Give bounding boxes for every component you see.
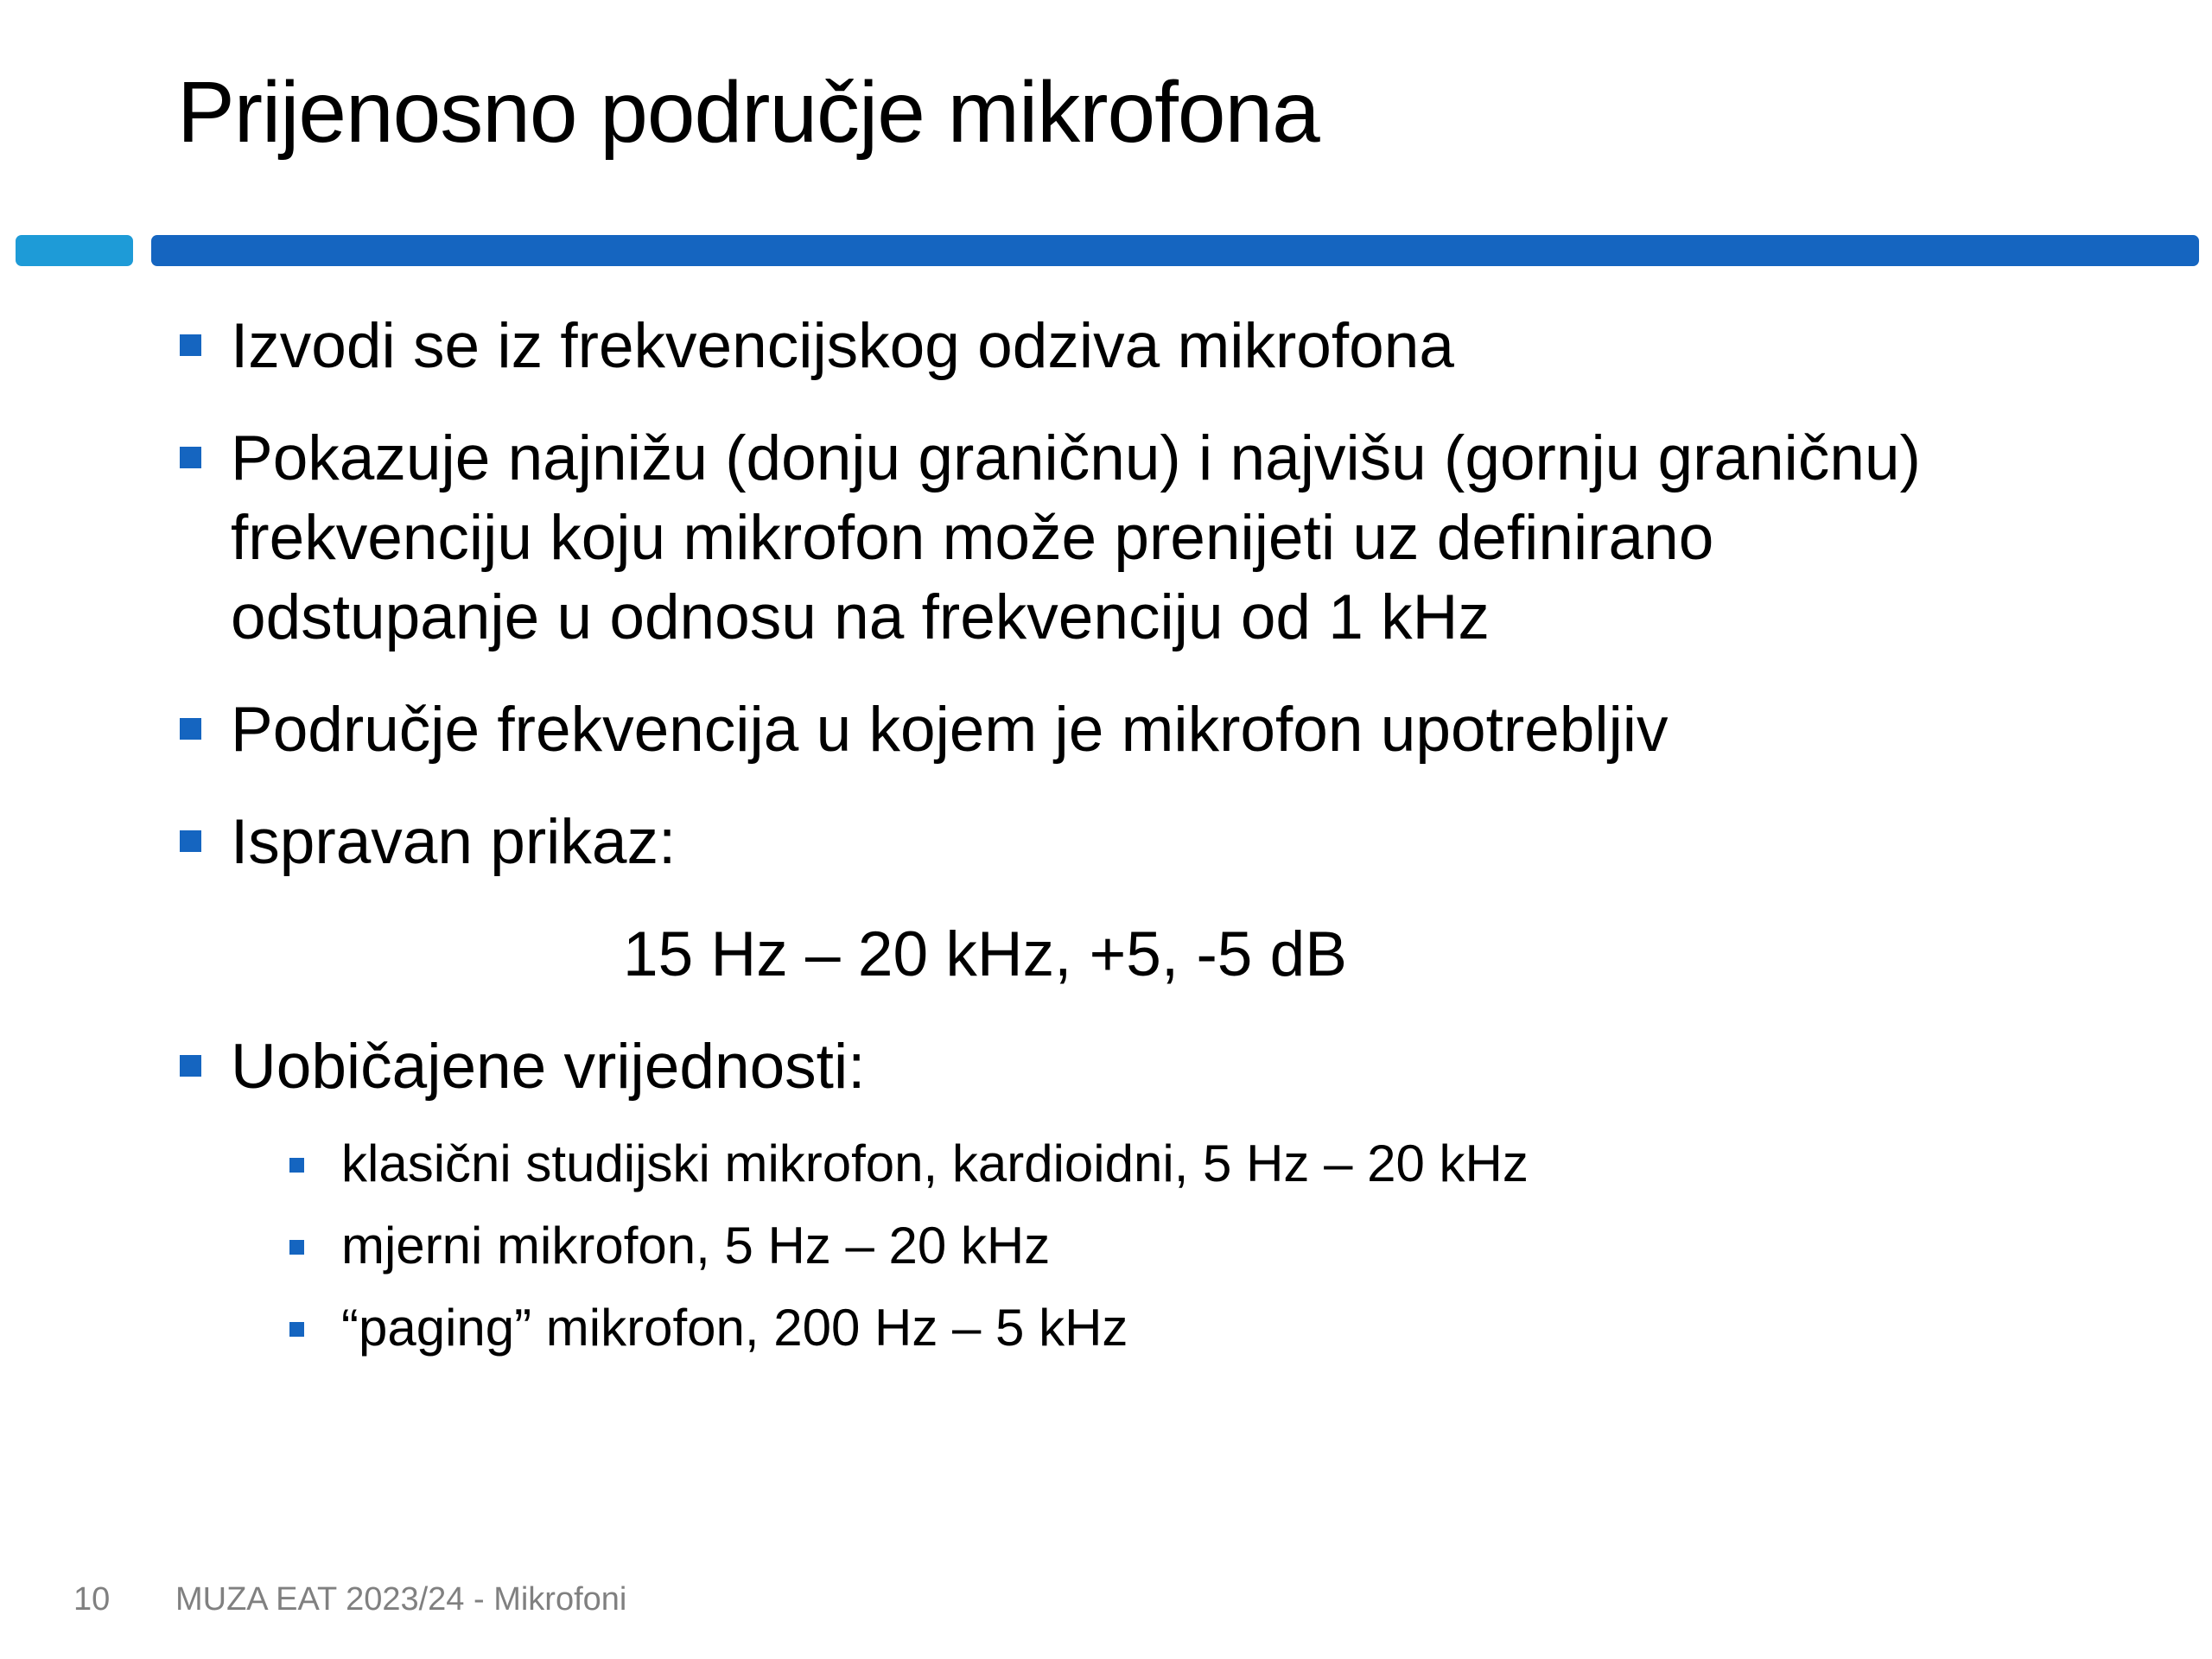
bullet-text: Izvodi se iz frekvencijskog odziva mikrofona [231,311,1454,381]
bullet-item [177,803,2164,882]
bullet-text: Ispravan prikaz: [231,807,677,877]
sub-bullet-item [177,1211,2164,1281]
example-value: 15 Hz – 20 kHz, +5, -5 dB [623,919,1347,989]
square-bullet-icon [289,1240,304,1255]
sub-bullet-item [177,1129,2164,1198]
sub-bullet-text: “paging” mikrofon, 200 Hz – 5 kHz [341,1299,1128,1357]
bullet-text-line: frekvenciju koju mikrofon može prenijeti uz definirano [231,503,1714,573]
bullet-text: Područje frekvencija u kojem je mikrofon upotrebljiv [231,695,1669,765]
sub-bullet-list [177,1129,2164,1363]
bullet-item [177,690,2164,770]
bullet-item [177,1027,2164,1107]
accent-bar-short [16,235,133,266]
bullet-item [177,307,2164,386]
sub-bullet-item [177,1294,2164,1363]
accent-bar-long [151,235,2199,266]
bullet-text-line: Pokazuje najnižu (donju graničnu) i najvišu (gornju graničnu) [231,423,1921,493]
page-number: 10 [73,1581,111,1618]
square-bullet-icon [180,334,201,356]
bullet-text-line: odstupanje u odnosu na frekvenciju od 1 kHz [231,582,1490,652]
bullet-text: Uobičajene vrijednosti: [231,1032,866,1102]
square-bullet-icon [180,447,201,468]
square-bullet-icon [180,718,201,740]
bullet-item [177,419,2164,658]
square-bullet-icon [289,1158,304,1173]
square-bullet-icon [180,1055,201,1077]
sub-bullet-text: klasični studijski mikrofon, kardioidni, 5 Hz – 20 kHz [341,1135,1529,1192]
square-bullet-icon [180,830,201,852]
slide-body [177,307,2164,1376]
footer-text: MUZA EAT 2023/24 - Mikrofoni [175,1581,627,1618]
sub-bullet-text: mjerni mikrofon, 5 Hz – 20 kHz [341,1217,1051,1274]
slide-title: Prijenosno područje mikrofona [177,64,1319,161]
square-bullet-icon [289,1322,304,1337]
